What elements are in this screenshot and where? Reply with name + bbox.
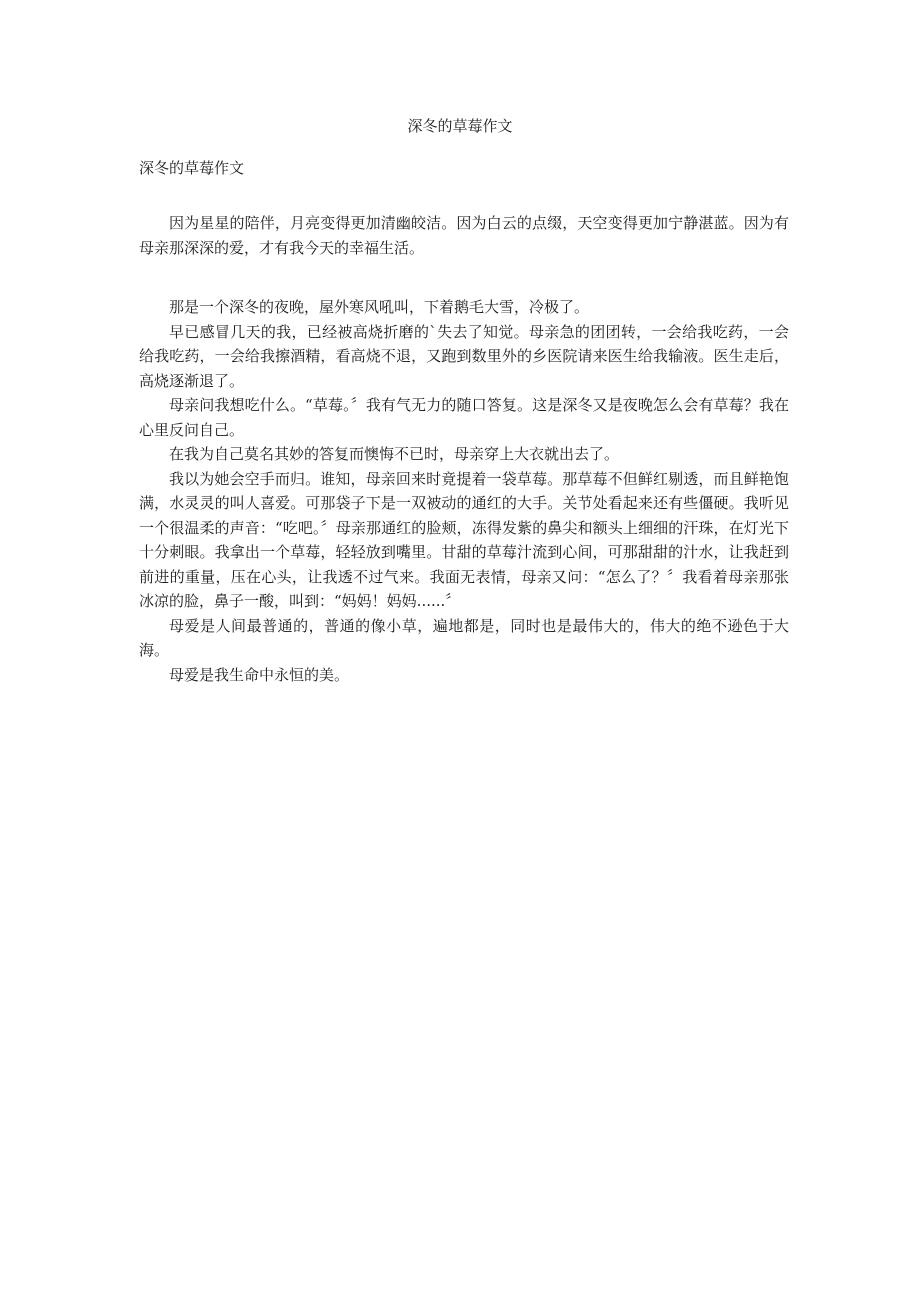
paragraph-6: 母爱是人间最普通的，普通的像小草，遍地都是，同时也是最伟大的，伟大的绝不逊色于大海。 [139,616,789,659]
paragraph-3: 母亲问我想吃什么。“草莓。〞我有气无力的随口答复。这是深冬又是夜晚怎么会有草莓？我在心里反问自己。 [139,396,789,439]
paragraph-4: 在我为自己莫名其妙的答复而懊悔不已时，母亲穿上大衣就出去了。 [169,445,620,463]
paragraph-7: 母爱是我生命中永恒的美。 [169,665,350,684]
paragraph-1: 那是一个深冬的夜晚，屋外寒风吼叫，下着鹅毛大雪，冷极了。 [169,298,590,316]
story-section [139,295,789,687]
document-title: 深冬的草莓作文 [407,117,513,135]
paragraph-2: 早已感冒几天的我，已经被高烧折磨的`失去了知觉。母亲急的团团转，一会给我吃药，一会给我吃药，一会给我擦酒精，看高烧不退，又跑到数里外的乡医院请来医生给我输液。医生走后，高烧逐渐退了。 [139,322,789,390]
intro-section [139,211,789,260]
intro-paragraph: 因为星星的陪伴，月亮变得更加清幽皎洁。因为白云的点缀，天空变得更加宁静湛蓝。因为有母亲那深深的爱，才有我今天的幸福生活。 [139,214,789,257]
document-subtitle: 深冬的草莓作文 [139,159,245,177]
paragraph-5: 我以为她会空手而归。谁知，母亲回来时竟提着一袋草莓。那草莓不但鲜红剔透，而且鲜艳饱满，水灵灵的叫人喜爱。可那袋子下是一双被动的通红的大手。关节处看起来还有些僵硬。我听见一个很温柔的声音：“吃吧。〞母亲那通红的脸颊，冻得发紫的鼻尖和额头上细细的汗珠，在灯光下十分刺眼。我拿出一个草莓，轻轻放到嘴里。甘甜的草莓汁流到心间，可那甜甜的汁水，让我赶到前进的重量，压在心头，让我透不过气来。我面无表情，母亲又问：“怎么了？〞我看着母亲那张冰凉的脸，鼻子一酸，叫到：“妈妈！妈妈......〞 [139,469,789,610]
